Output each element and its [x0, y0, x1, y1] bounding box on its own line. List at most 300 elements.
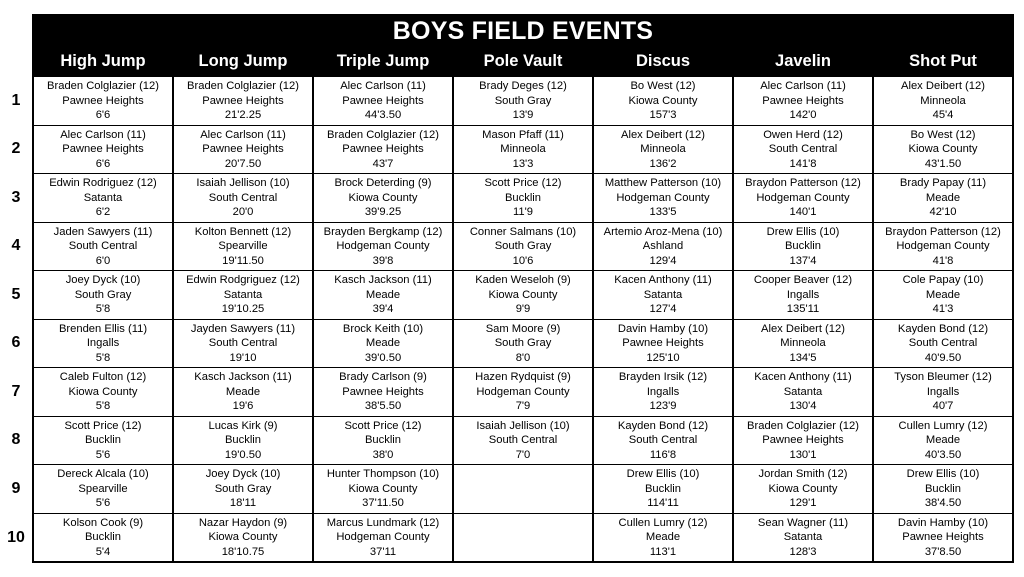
mark-value: 19'0.50 [224, 448, 262, 461]
mark-value: 141'8 [789, 157, 817, 170]
school-name: Satanta [223, 288, 263, 301]
mark-value: 18'10.75 [221, 545, 265, 558]
athlete-name: Alec Carlson (11) [200, 128, 286, 141]
athlete-name: Tyson Bleumer (12) [894, 371, 992, 383]
table-row [0, 368, 1013, 417]
result-cell-long-jump [173, 416, 313, 465]
place-number: 7 [11, 382, 21, 400]
event-header-shot-put: Shot Put [873, 48, 1013, 76]
athlete-name: Marcus Lundmark (12) [326, 516, 440, 529]
result-cell-high-jump [33, 368, 173, 417]
school-name: Minneola [500, 143, 546, 155]
result-cell-javelin [733, 513, 873, 562]
result-cell-pole-vault [453, 174, 593, 223]
athlete-name: Brock Deterding (9) [334, 177, 432, 189]
school-name: Pawnee Heights [762, 94, 844, 107]
school-name: Minneola [640, 143, 686, 155]
result-cell-pole-vault [453, 465, 593, 514]
school-name: Kiowa County [208, 531, 278, 543]
result-cell-long-jump [173, 76, 313, 125]
result-cell-triple-jump [313, 76, 453, 125]
school-name: Pawnee Heights [762, 434, 844, 446]
athlete-name: Kolton Bennett (12) [194, 225, 292, 238]
result-cell-shot-put [873, 513, 1013, 562]
mark-value: 142'0 [789, 109, 817, 121]
rank-header-blank [0, 48, 33, 76]
school-name: South Gray [494, 337, 552, 349]
result-cell-triple-jump [313, 368, 453, 417]
result-cell-javelin [733, 271, 873, 320]
athlete-name: Kolson Cook (9) [62, 516, 144, 529]
result-cell-high-jump [33, 222, 173, 271]
school-name: Bucklin [224, 434, 262, 446]
school-name: Hodgeman County [756, 191, 850, 204]
result-cell-pole-vault [453, 271, 593, 320]
mark-value: 137'4 [789, 254, 817, 267]
athlete-name: Cole Papay (10) [902, 274, 984, 286]
school-name: Kiowa County [628, 94, 698, 107]
result-cell-high-jump [33, 513, 173, 562]
athlete-name: Brenden Ellis (11) [58, 322, 148, 335]
result-cell-triple-jump [313, 416, 453, 465]
school-name: Ingalls [646, 385, 680, 398]
school-name: South Central [768, 143, 838, 155]
school-name: Kiowa County [348, 482, 418, 495]
place-number: 4 [11, 237, 21, 255]
results-body [0, 76, 1013, 562]
athlete-name: Drew Ellis (10) [626, 468, 700, 480]
mark-value: 42'10 [929, 206, 957, 218]
result-cell-long-jump [173, 271, 313, 320]
athlete-name: Kayden Bond (12) [617, 419, 709, 432]
school-name: South Gray [494, 240, 552, 252]
athlete-name: Sean Wagner (11) [757, 516, 849, 529]
result-cell-long-jump [173, 222, 313, 271]
school-name: Meade [365, 337, 401, 349]
athlete-name: Alex Deibert (12) [761, 322, 845, 335]
mark-value: 38'4.50 [924, 497, 962, 509]
mark-value: 125'10 [646, 351, 680, 364]
corner-blank [0, 14, 33, 48]
athlete-name: Edwin Rodriguez (12) [49, 177, 157, 189]
place-number: 9 [11, 479, 21, 497]
school-name: Satanta [83, 191, 123, 204]
school-name: Minneola [920, 94, 966, 107]
athlete-name: Braydon Patterson (12) [885, 225, 1001, 238]
mark-value: 130'1 [789, 448, 817, 461]
school-name: Bucklin [924, 482, 962, 495]
school-name: Hodgeman County [336, 531, 430, 543]
place-number: 6 [11, 334, 21, 352]
result-cell-pole-vault [453, 222, 593, 271]
athlete-name: Artemio Aroz-Mena (10) [603, 225, 723, 238]
athlete-name: Scott Price (12) [344, 419, 422, 432]
athlete-name: Hunter Thompson (10) [326, 468, 440, 480]
athlete-name: Conner Salmans (10) [469, 225, 577, 238]
school-name: Pawnee Heights [622, 337, 704, 349]
school-name: Satanta [643, 288, 683, 301]
mark-value: 113'1 [649, 545, 677, 558]
event-header-discus: Discus [593, 48, 733, 76]
mark-value: 18'11 [229, 497, 257, 509]
result-cell-high-jump [33, 125, 173, 174]
result-cell-long-jump [173, 368, 313, 417]
mark-value: 39'0.50 [364, 351, 402, 364]
mark-value: 45'4 [932, 109, 954, 121]
result-cell-shot-put [873, 271, 1013, 320]
result-cell-javelin [733, 319, 873, 368]
mark-value: 10'6 [512, 254, 534, 267]
school-name: Bucklin [364, 434, 402, 446]
school-name: Bucklin [644, 482, 682, 495]
table-row [0, 416, 1013, 465]
school-name: Hodgeman County [616, 191, 710, 204]
school-name: South Central [628, 434, 698, 446]
athlete-name: Cullen Lumry (12) [898, 419, 988, 432]
result-cell-high-jump [33, 319, 173, 368]
mark-value: 38'0 [372, 448, 394, 461]
result-cell-discus [593, 465, 733, 514]
athlete-name: Davin Hamby (10) [897, 516, 989, 529]
mark-value: 20'0 [232, 206, 254, 218]
athlete-name: Alec Carlson (11) [760, 80, 846, 92]
mark-value: 5'8 [95, 303, 111, 315]
athlete-name: Bo West (12) [910, 128, 976, 141]
mark-value: 5'8 [95, 400, 111, 412]
result-cell-triple-jump [313, 174, 453, 223]
school-name: Spearville [218, 240, 268, 252]
result-cell-discus [593, 174, 733, 223]
mark-value: 136'2 [649, 157, 677, 170]
result-cell-long-jump [173, 125, 313, 174]
result-cell-shot-put [873, 416, 1013, 465]
athlete-name: Cullen Lumry (12) [618, 516, 708, 529]
mark-value: 129'4 [649, 254, 677, 267]
result-cell-pole-vault [453, 319, 593, 368]
result-cell-triple-jump [313, 125, 453, 174]
school-name: South Gray [74, 288, 132, 301]
mark-value: 37'11 [369, 545, 397, 558]
athlete-name: Kaden Weseloh (9) [475, 274, 571, 286]
result-cell-discus [593, 513, 733, 562]
result-cell-discus [593, 319, 733, 368]
mark-value: 39'8 [372, 254, 394, 267]
place-number: 1 [11, 91, 21, 109]
athlete-name: Jaden Sawyers (11) [53, 225, 153, 238]
mark-value: 5'6 [95, 497, 111, 509]
table-row [0, 271, 1013, 320]
mark-value: 129'1 [789, 497, 817, 509]
athlete-name: Braden Colglazier (12) [47, 80, 159, 92]
school-name: Meade [365, 288, 401, 301]
school-name: South Central [68, 240, 138, 252]
result-cell-triple-jump [313, 465, 453, 514]
result-cell-long-jump [173, 319, 313, 368]
school-name: Bucklin [84, 434, 122, 446]
athlete-name: Joey Dyck (10) [205, 468, 281, 480]
mark-value: 19'11.50 [222, 254, 264, 267]
athlete-name: Kacen Anthony (11) [614, 274, 712, 286]
athlete-name: Alex Deibert (12) [901, 80, 985, 92]
results-table [0, 14, 1014, 563]
event-header-triple-jump: Triple Jump [313, 48, 453, 76]
mark-value: 5'4 [95, 545, 111, 558]
school-name: Ingalls [926, 385, 960, 398]
result-cell-javelin [733, 465, 873, 514]
result-cell-javelin [733, 416, 873, 465]
result-cell-shot-put [873, 222, 1013, 271]
athlete-name: Hazen Rydquist (9) [475, 371, 571, 383]
athlete-name: Brady Papay (11) [899, 177, 987, 189]
result-cell-shot-put [873, 368, 1013, 417]
school-name: South Gray [494, 94, 552, 107]
result-cell-high-jump [33, 76, 173, 125]
place-number: 5 [11, 285, 21, 303]
event-header-javelin: Javelin [733, 48, 873, 76]
result-cell-discus [593, 222, 733, 271]
school-name: South Central [208, 337, 278, 349]
result-cell-shot-put [873, 125, 1013, 174]
result-cell-triple-jump [313, 319, 453, 368]
table-row [0, 125, 1013, 174]
result-cell-pole-vault [453, 368, 593, 417]
mark-value: 19'6 [232, 400, 254, 412]
mark-value: 140'1 [789, 206, 817, 218]
school-name: Satanta [783, 385, 823, 398]
mark-value: 40'9.50 [924, 351, 962, 364]
place-number: 2 [11, 140, 21, 158]
page-title: BOYS FIELD EVENTS [33, 14, 1013, 48]
result-cell-javelin [733, 125, 873, 174]
athlete-name: Brock Keith (10) [342, 322, 424, 335]
athlete-name: Scott Price (12) [64, 419, 142, 432]
mark-value: 5'6 [95, 448, 111, 461]
mark-value: 114'11 [647, 497, 679, 509]
school-name: Meade [225, 385, 261, 398]
result-cell-pole-vault [453, 76, 593, 125]
school-name: Pawnee Heights [62, 94, 144, 107]
athlete-name: Brayden Irsik (12) [618, 371, 708, 383]
mark-value: 11'9 [513, 206, 533, 218]
school-name: Ingalls [86, 337, 120, 349]
athlete-name: Alex Deibert (12) [621, 128, 705, 141]
mark-value: 6'6 [95, 109, 111, 121]
athlete-name: Kayden Bond (12) [897, 322, 989, 335]
athlete-name: Dereck Alcala (10) [57, 468, 149, 480]
result-cell-shot-put [873, 76, 1013, 125]
school-name: Bucklin [84, 531, 122, 543]
athlete-name: Braden Colglazier (12) [327, 128, 439, 141]
result-cell-shot-put [873, 174, 1013, 223]
athlete-name: Drew Ellis (10) [906, 468, 980, 480]
mark-value: 7'9 [515, 400, 531, 412]
result-cell-high-jump [33, 416, 173, 465]
table-row [0, 174, 1013, 223]
school-name: Hodgeman County [476, 385, 570, 398]
mark-value: 6'0 [95, 254, 111, 267]
athlete-name: Sam Moore (9) [485, 322, 561, 335]
athlete-name: Owen Herd (12) [763, 128, 843, 141]
athlete-name: Edwin Rodgriguez (12) [186, 274, 300, 286]
results-sheet [0, 14, 1014, 563]
mark-value: 116'8 [649, 448, 677, 461]
result-cell-discus [593, 125, 733, 174]
school-name: Pawnee Heights [62, 143, 144, 155]
table-row [0, 465, 1013, 514]
mark-value: 41'3 [932, 303, 954, 315]
athlete-name: Cooper Beaver (12) [753, 274, 853, 286]
event-header-pole-vault: Pole Vault [453, 48, 593, 76]
place-number: 3 [11, 188, 21, 206]
athlete-name: Kasch Jackson (11) [194, 371, 292, 383]
result-cell-javelin [733, 76, 873, 125]
athlete-name: Davin Hamby (10) [617, 322, 709, 335]
mark-value: 43'7 [372, 157, 394, 170]
athlete-name: Alec Carlson (11) [340, 80, 426, 92]
mark-value: 40'3.50 [924, 448, 962, 461]
event-header-high-jump: High Jump [33, 48, 173, 76]
school-name: Ingalls [786, 288, 820, 301]
mark-value: 37'11.50 [362, 497, 404, 509]
athlete-name: Matthew Patterson (10) [604, 177, 722, 189]
school-name: Minneola [780, 337, 826, 349]
school-name: Bucklin [784, 240, 822, 252]
mark-value: 7'0 [515, 448, 531, 461]
result-cell-high-jump [33, 174, 173, 223]
school-name: Kiowa County [908, 143, 978, 155]
school-name: Pawnee Heights [342, 143, 424, 155]
result-cell-pole-vault [453, 125, 593, 174]
school-name: Pawnee Heights [342, 385, 424, 398]
school-name: Bucklin [504, 191, 542, 204]
table-row [0, 513, 1013, 562]
mark-value: 21'2.25 [224, 109, 262, 121]
mark-value: 37'8.50 [924, 545, 962, 558]
result-cell-discus [593, 416, 733, 465]
athlete-name: Brayden Bergkamp (12) [323, 225, 443, 238]
event-header-long-jump: Long Jump [173, 48, 313, 76]
result-cell-long-jump [173, 465, 313, 514]
school-name: Spearville [78, 482, 128, 495]
mark-value: 38'5.50 [364, 400, 402, 412]
result-cell-javelin [733, 174, 873, 223]
athlete-name: Brady Carlson (9) [339, 371, 427, 383]
athlete-name: Braden Colglazier (12) [187, 80, 299, 92]
mark-value: 135'11 [786, 303, 820, 315]
mark-value: 39'4 [372, 303, 394, 315]
result-cell-shot-put [873, 465, 1013, 514]
school-name: Meade [645, 531, 681, 543]
place-number: 10 [7, 528, 25, 546]
school-name: Pawnee Heights [902, 531, 984, 543]
athlete-name: Isaiah Jellison (10) [196, 177, 290, 189]
table-row [0, 222, 1013, 271]
athlete-name: Joey Dyck (10) [65, 274, 141, 286]
athlete-name: Brady Deges (12) [479, 80, 567, 92]
school-name: Pawnee Heights [202, 94, 284, 107]
mark-value: 19'10.25 [221, 303, 265, 315]
mark-value: 8'0 [515, 351, 531, 364]
result-cell-shot-put [873, 319, 1013, 368]
athlete-name: Kasch Jackson (11) [334, 274, 432, 286]
result-cell-high-jump [33, 271, 173, 320]
mark-value: 157'3 [649, 109, 677, 121]
mark-value: 40'7 [932, 400, 954, 412]
school-name: Meade [925, 288, 961, 301]
athlete-name: Lucas Kirk (9) [208, 419, 278, 432]
athlete-name: Mason Pfaff (11) [482, 128, 564, 141]
athlete-name: Scott Price (12) [484, 177, 562, 189]
mark-value: 9'9 [515, 303, 531, 315]
athlete-name: Caleb Fulton (12) [59, 371, 147, 383]
mark-value: 134'5 [789, 351, 817, 364]
school-name: South Gray [214, 482, 272, 495]
result-cell-discus [593, 368, 733, 417]
place-number: 8 [11, 431, 21, 449]
athlete-name: Nazar Haydon (9) [198, 516, 288, 529]
school-name: South Central [908, 337, 978, 349]
mark-value: 123'9 [649, 400, 677, 412]
athlete-name: Braydon Patterson (12) [745, 177, 861, 189]
athlete-name: Kacen Anthony (11) [754, 371, 852, 383]
result-cell-long-jump [173, 513, 313, 562]
school-name: Meade [925, 434, 961, 446]
school-name: Hodgeman County [896, 240, 990, 252]
result-cell-javelin [733, 368, 873, 417]
mark-value: 19'10 [229, 351, 257, 364]
school-name: Hodgeman County [336, 240, 430, 252]
school-name: Meade [925, 191, 961, 204]
result-cell-discus [593, 76, 733, 125]
school-name: South Central [488, 434, 558, 446]
result-cell-javelin [733, 222, 873, 271]
mark-value: 127'4 [649, 303, 677, 315]
school-name: Ashland [642, 240, 684, 252]
mark-value: 6'6 [95, 157, 111, 170]
school-name: Kiowa County [488, 288, 558, 301]
mark-value: 133'5 [649, 206, 677, 218]
school-name: Kiowa County [348, 191, 418, 204]
school-name: Kiowa County [68, 385, 138, 398]
mark-value: 41'8 [932, 254, 954, 267]
athlete-name: Braden Colglazier (12) [747, 419, 859, 432]
school-name: Kiowa County [768, 482, 838, 495]
athlete-name: Alec Carlson (11) [60, 128, 146, 141]
mark-value: 6'2 [95, 206, 111, 218]
school-name: Satanta [783, 531, 823, 543]
school-name: Pawnee Heights [342, 94, 424, 107]
mark-value: 5'8 [95, 351, 111, 364]
mark-value: 39'9.25 [364, 206, 402, 218]
mark-value: 13'9 [512, 109, 534, 121]
result-cell-triple-jump [313, 222, 453, 271]
athlete-name: Jordan Smith (12) [758, 468, 848, 480]
athlete-name: Jayden Sawyers (11) [190, 322, 296, 335]
result-cell-long-jump [173, 174, 313, 223]
result-cell-triple-jump [313, 271, 453, 320]
mark-value: 44'3.50 [364, 109, 402, 121]
result-cell-pole-vault [453, 416, 593, 465]
result-cell-discus [593, 271, 733, 320]
mark-value: 43'1.50 [924, 157, 962, 170]
mark-value: 20'7.50 [224, 157, 262, 170]
result-cell-triple-jump [313, 513, 453, 562]
table-row [0, 76, 1013, 125]
athlete-name: Bo West (12) [630, 80, 696, 92]
result-cell-high-jump [33, 465, 173, 514]
school-name: South Central [208, 191, 278, 204]
result-cell-pole-vault [453, 513, 593, 562]
